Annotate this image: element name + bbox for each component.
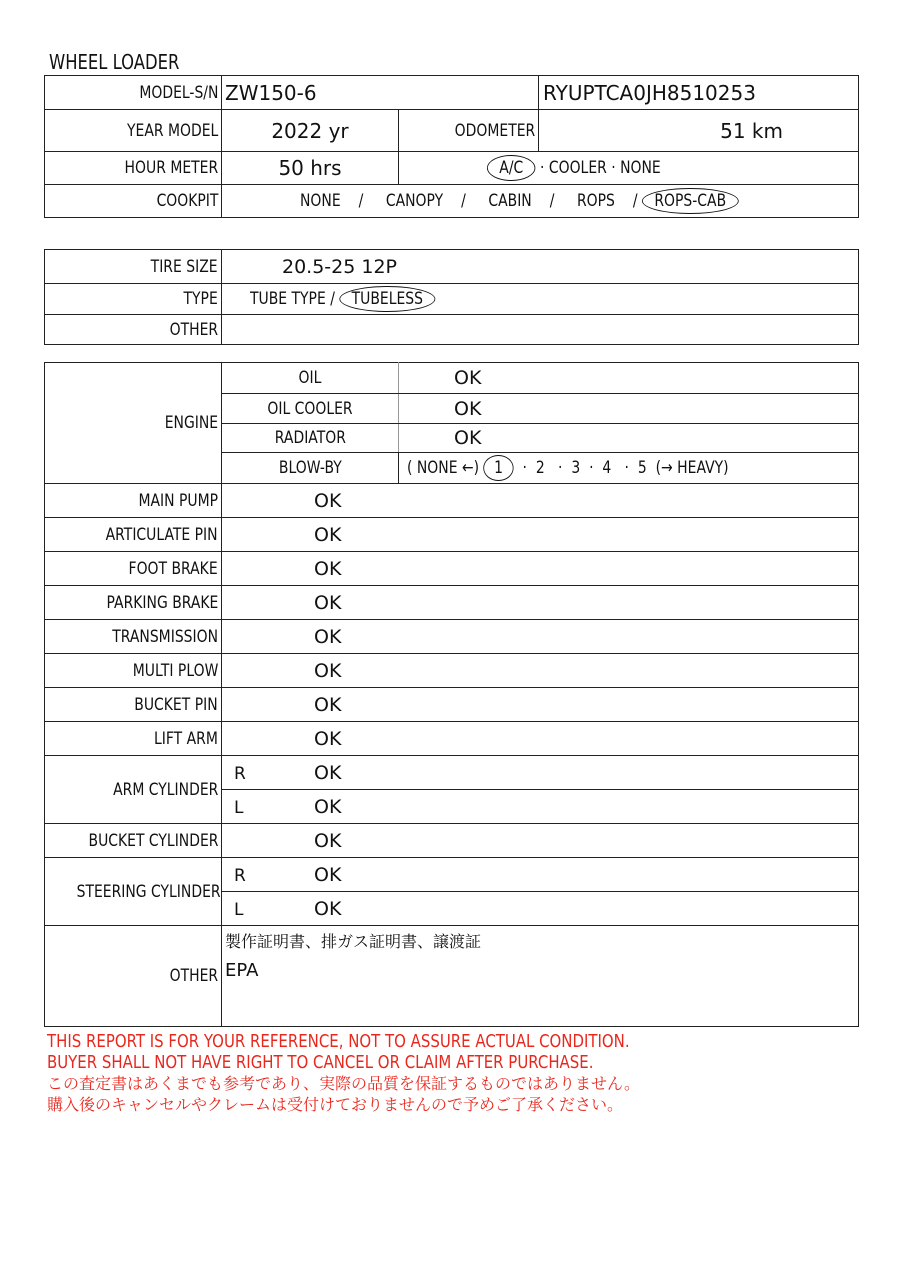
hour-meter-row bbox=[45, 152, 859, 185]
steering-cylinder-r bbox=[222, 858, 859, 892]
table-row bbox=[45, 552, 859, 586]
arm-cylinder-label: ARM CYLINDER bbox=[45, 756, 222, 824]
engine-item-radiator: RADIATOR bbox=[222, 424, 399, 453]
epa-note: EPA bbox=[225, 960, 259, 981]
steering-cylinder-l-status: OK bbox=[314, 897, 342, 920]
item-label-lift-arm: LIFT ARM bbox=[45, 722, 222, 756]
cockpit-label: COOKPIT bbox=[45, 185, 222, 218]
item-status-multi-plow: OK bbox=[222, 654, 859, 688]
odometer-value: 51 km bbox=[539, 110, 859, 152]
blowby-scale: ( NONE ←) 1 · 2 · 3 · 4 · 5 (→ HEAVY) bbox=[399, 453, 859, 484]
ac-option-selected: A/C bbox=[487, 155, 536, 181]
hour-meter-value: 50 hrs bbox=[222, 152, 399, 185]
blowby-option-5: 5 bbox=[637, 458, 647, 478]
item-label-foot-brake: FOOT BRAKE bbox=[45, 552, 222, 586]
tube-type-option: TUBE TYPE bbox=[250, 289, 326, 309]
cockpit-option-cabin: CABIN bbox=[488, 191, 532, 211]
tire-size-value: 20.5-25 12P bbox=[222, 250, 859, 284]
disclaimer-line-1: THIS REPORT IS FOR YOUR REFERENCE, NOT TO ASSURE ACTUAL CONDITION. bbox=[47, 1031, 630, 1052]
item-status-lift-arm: OK bbox=[222, 722, 859, 756]
blowby-option-4: 4 bbox=[602, 458, 612, 478]
arm-cylinder-r-status: OK bbox=[314, 761, 342, 784]
documents-note: 製作証明書、排ガス証明書、譲渡証 bbox=[225, 932, 482, 951]
table-row bbox=[45, 722, 859, 756]
blowby-option-selected: 1 bbox=[483, 455, 513, 481]
arm-cylinder-l-label: L bbox=[234, 797, 244, 818]
steering-cylinder-label: STEERING CYLINDER bbox=[45, 858, 222, 926]
item-label-transmission: TRANSMISSION bbox=[45, 620, 222, 654]
steering-cylinder-r-row bbox=[45, 858, 859, 892]
bucket-cylinder-label: BUCKET CYLINDER bbox=[45, 824, 222, 858]
table-row bbox=[45, 654, 859, 688]
steering-cylinder-r-status: OK bbox=[314, 863, 342, 886]
item-label-bucket-pin: BUCKET PIN bbox=[45, 688, 222, 722]
bucket-cylinder-row bbox=[45, 824, 859, 858]
tire-type-options: TUBE TYPE / TUBELESS bbox=[222, 284, 859, 315]
steering-cylinder-r-label: R bbox=[234, 865, 246, 886]
disclaimer-line-4: 購入後のキャンセルやクレームは受付けておりませんので予めご了承ください。 bbox=[47, 1095, 624, 1114]
cockpit-options: NONE / CANOPY / CABIN / ROPS / ROPS-CAB bbox=[222, 185, 859, 218]
blowby-scale-left: ( NONE ←) bbox=[407, 458, 480, 478]
ac-options: A/C · COOLER · NONE bbox=[399, 152, 859, 185]
odometer-label: ODOMETER bbox=[399, 110, 539, 152]
item-label-main-pump: MAIN PUMP bbox=[45, 484, 222, 518]
arm-cylinder-l bbox=[222, 790, 859, 824]
blowby-option-2: 2 bbox=[535, 458, 545, 478]
cockpit-option-selected: ROPS-CAB bbox=[642, 188, 738, 214]
table-row bbox=[45, 518, 859, 552]
year-odometer-row bbox=[45, 110, 859, 152]
model-sn-row bbox=[45, 76, 859, 110]
inspection-other-label: OTHER bbox=[45, 926, 222, 1027]
serial-number-value: RYUPTCA0JH8510253 bbox=[539, 76, 859, 110]
tire-type-label: TYPE bbox=[45, 284, 222, 315]
item-status-parking-brake: OK bbox=[222, 586, 859, 620]
cockpit-row bbox=[45, 185, 859, 218]
arm-cylinder-l-status: OK bbox=[314, 795, 342, 818]
document-title: WHEEL LOADER bbox=[49, 50, 180, 74]
cockpit-option-rops: ROPS bbox=[576, 191, 615, 211]
year-model-label: YEAR MODEL bbox=[45, 110, 222, 152]
item-label-parking-brake: PARKING BRAKE bbox=[45, 586, 222, 620]
disclaimer bbox=[47, 1031, 749, 1115]
engine-oil-status: OK bbox=[399, 363, 859, 394]
item-status-transmission: OK bbox=[222, 620, 859, 654]
item-status-articulate-pin: OK bbox=[222, 518, 859, 552]
model-sn-label: MODEL-S/N bbox=[45, 76, 222, 110]
inspection-table bbox=[44, 362, 859, 1027]
item-label-articulate-pin: ARTICULATE PIN bbox=[45, 518, 222, 552]
engine-label: ENGINE bbox=[45, 363, 222, 484]
engine-oil-row bbox=[45, 363, 859, 394]
tire-other-row bbox=[45, 315, 859, 345]
arm-cylinder-r-label: R bbox=[234, 763, 246, 784]
disclaimer-line-3: この査定書はあくまでも参考であり、実際の品質を保証するものではありません。 bbox=[47, 1074, 640, 1093]
table-row bbox=[45, 620, 859, 654]
none-option: NONE bbox=[620, 158, 661, 178]
steering-cylinder-l bbox=[222, 892, 859, 926]
tire-size-row bbox=[45, 250, 859, 284]
blowby-option-3: 3 bbox=[571, 458, 581, 478]
engine-item-blowby: BLOW-BY bbox=[222, 453, 399, 484]
tire-type-row bbox=[45, 284, 859, 315]
arm-cylinder-r bbox=[222, 756, 859, 790]
engine-radiator-status: OK bbox=[399, 424, 859, 453]
item-status-bucket-pin: OK bbox=[222, 688, 859, 722]
hour-meter-label: HOUR METER bbox=[45, 152, 222, 185]
disclaimer-line-2: BUYER SHALL NOT HAVE RIGHT TO CANCEL OR CLAIM AFTER PURCHASE. bbox=[47, 1052, 594, 1073]
engine-item-oil: OIL bbox=[222, 363, 399, 394]
cockpit-option-none: NONE bbox=[300, 191, 341, 211]
model-value: ZW150-6 bbox=[222, 76, 539, 110]
blowby-scale-right: (→ HEAVY) bbox=[655, 458, 729, 478]
cooler-option: COOLER bbox=[548, 158, 607, 178]
item-status-foot-brake: OK bbox=[222, 552, 859, 586]
inspection-other-row bbox=[45, 926, 859, 1027]
tire-other-label: OTHER bbox=[45, 315, 222, 345]
inspection-other-notes bbox=[222, 926, 859, 1027]
tire-size-label: TIRE SIZE bbox=[45, 250, 222, 284]
table-row bbox=[45, 688, 859, 722]
tubeless-option-selected: TUBELESS bbox=[339, 286, 435, 312]
table-row bbox=[45, 586, 859, 620]
item-status-main-pump: OK bbox=[222, 484, 859, 518]
engine-item-oil-cooler: OIL COOLER bbox=[222, 394, 399, 424]
item-label-multi-plow: MULTI PLOW bbox=[45, 654, 222, 688]
table-row bbox=[45, 484, 859, 518]
bucket-cylinder-status: OK bbox=[222, 824, 859, 858]
year-model-value: 2022 yr bbox=[222, 110, 399, 152]
machine-info-table bbox=[44, 75, 859, 218]
steering-cylinder-l-label: L bbox=[234, 899, 244, 920]
tire-table bbox=[44, 249, 859, 345]
engine-oil-cooler-status: OK bbox=[399, 394, 859, 424]
tire-other-value bbox=[222, 315, 859, 345]
arm-cylinder-r-row bbox=[45, 756, 859, 790]
cockpit-option-canopy: CANOPY bbox=[385, 191, 444, 211]
